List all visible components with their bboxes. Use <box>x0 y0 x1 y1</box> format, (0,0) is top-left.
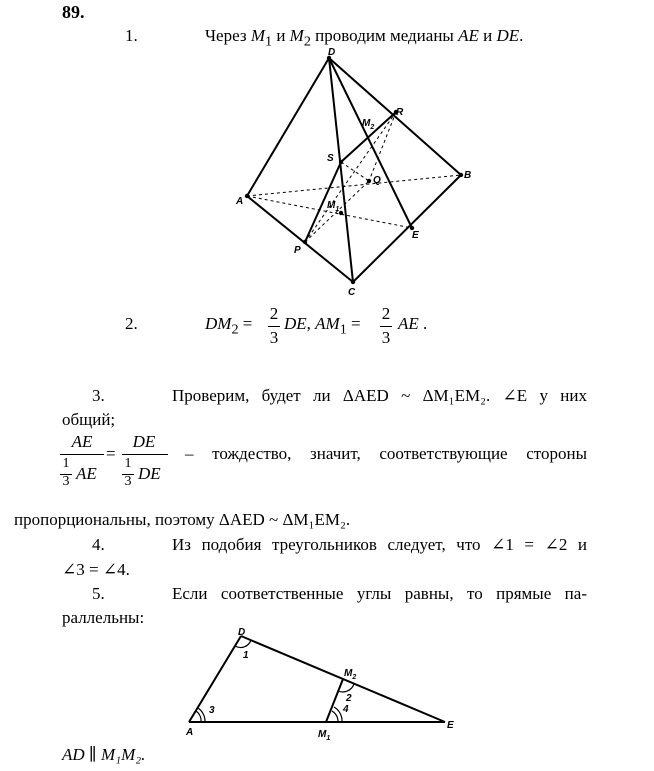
step4-line1: Из подобия треугольников следует, что ∠1 = ∠2 и <box>172 535 587 554</box>
segment-ps <box>305 162 341 242</box>
edge-bc <box>353 175 461 282</box>
step3-line1: Проверим, будет ли ΔAED ~ ΔM₁EM₂. ∠E у них <box>172 386 587 405</box>
step2-frac2-den: 3 <box>381 328 391 347</box>
segment-sq-hidden <box>341 162 369 181</box>
step2-frac1-den: 3 <box>269 328 279 347</box>
step3-line4: пропорциональны, поэтому ΔAED ~ ΔM₁EM₂. <box>14 510 351 529</box>
step1-number: 1. <box>125 26 138 45</box>
frac-left-bot-v: AE <box>76 464 97 483</box>
step5-line2: раллельны: <box>62 608 145 627</box>
step2-ae: AE . <box>398 314 428 333</box>
angle-label-4: 4 <box>343 704 349 715</box>
segment-pr-hidden <box>305 112 396 242</box>
step2-frac1-num: 2 <box>269 304 279 323</box>
label-b: B <box>464 170 472 181</box>
step4-number: 4. <box>92 535 105 554</box>
label-m1: $M_1$ <box>318 729 331 742</box>
step2-frac2-num: 2 <box>381 304 391 323</box>
step3-tail: – тождество, значит, соответствующие стороны <box>185 444 587 463</box>
step3-line2: общий; <box>62 410 116 429</box>
label-a: A <box>186 727 194 738</box>
frac-left-bot-d: 3 <box>62 474 70 489</box>
step5-line1: Если соответственные углы равны, то прямые па- <box>172 584 587 603</box>
step2-dm: $DM_2$ = <box>205 314 253 338</box>
edge-db <box>329 58 461 175</box>
label-q: Q <box>373 175 381 186</box>
angle-label-2: 2 <box>346 693 352 704</box>
frac-left-top: AE <box>71 432 93 451</box>
angle-4-arc <box>332 711 338 722</box>
side-ad <box>189 636 241 722</box>
label-p: P <box>294 245 301 256</box>
frac-right-bot-v: DE <box>138 464 161 483</box>
angle-label-1: 1 <box>243 650 249 661</box>
angle-3-arc <box>196 711 201 722</box>
median-de <box>329 58 412 228</box>
frac-left-bot-n: 1 <box>62 456 70 471</box>
angle-label-3: 3 <box>209 705 215 716</box>
edge-da <box>247 58 329 196</box>
label-d: D <box>238 627 246 638</box>
label-m2: $M_2$ <box>362 118 375 131</box>
step5-number: 5. <box>92 584 105 603</box>
segment-m1m2 <box>326 679 343 722</box>
conclusion: AD ∥ M₁M₂. <box>62 745 146 764</box>
label-c: C <box>348 287 356 298</box>
step4-line2: ∠3 = ∠4. <box>62 560 130 579</box>
label-r: R <box>396 107 404 118</box>
tetrahedron-figure <box>220 45 490 300</box>
frac-right-bot-n: 1 <box>124 456 132 471</box>
label-a: A <box>236 196 244 207</box>
label-e: E <box>447 720 454 731</box>
step2-de: DE, $AM_1$ = <box>284 314 361 338</box>
triangle-figure <box>180 625 470 745</box>
label-e: E <box>412 230 419 241</box>
step3-number: 3. <box>92 386 105 405</box>
frac-right-bot-d: 3 <box>124 474 132 489</box>
step2-number: 2. <box>125 314 138 333</box>
edge-dc <box>329 58 353 282</box>
frac-right-top: DE <box>132 432 156 451</box>
step1-text: Через $M_1$ и $M_2$ проводим медианы AE и DE. <box>205 26 524 50</box>
label-d: D <box>328 47 336 58</box>
frac-equals: = <box>106 444 116 463</box>
label-s: S <box>327 153 334 164</box>
edge-ab-hidden <box>247 175 461 196</box>
problem-number: 89. <box>62 2 85 22</box>
label-m2: $M_2$ <box>344 668 357 681</box>
label-m1: $M_1$ <box>327 200 340 213</box>
